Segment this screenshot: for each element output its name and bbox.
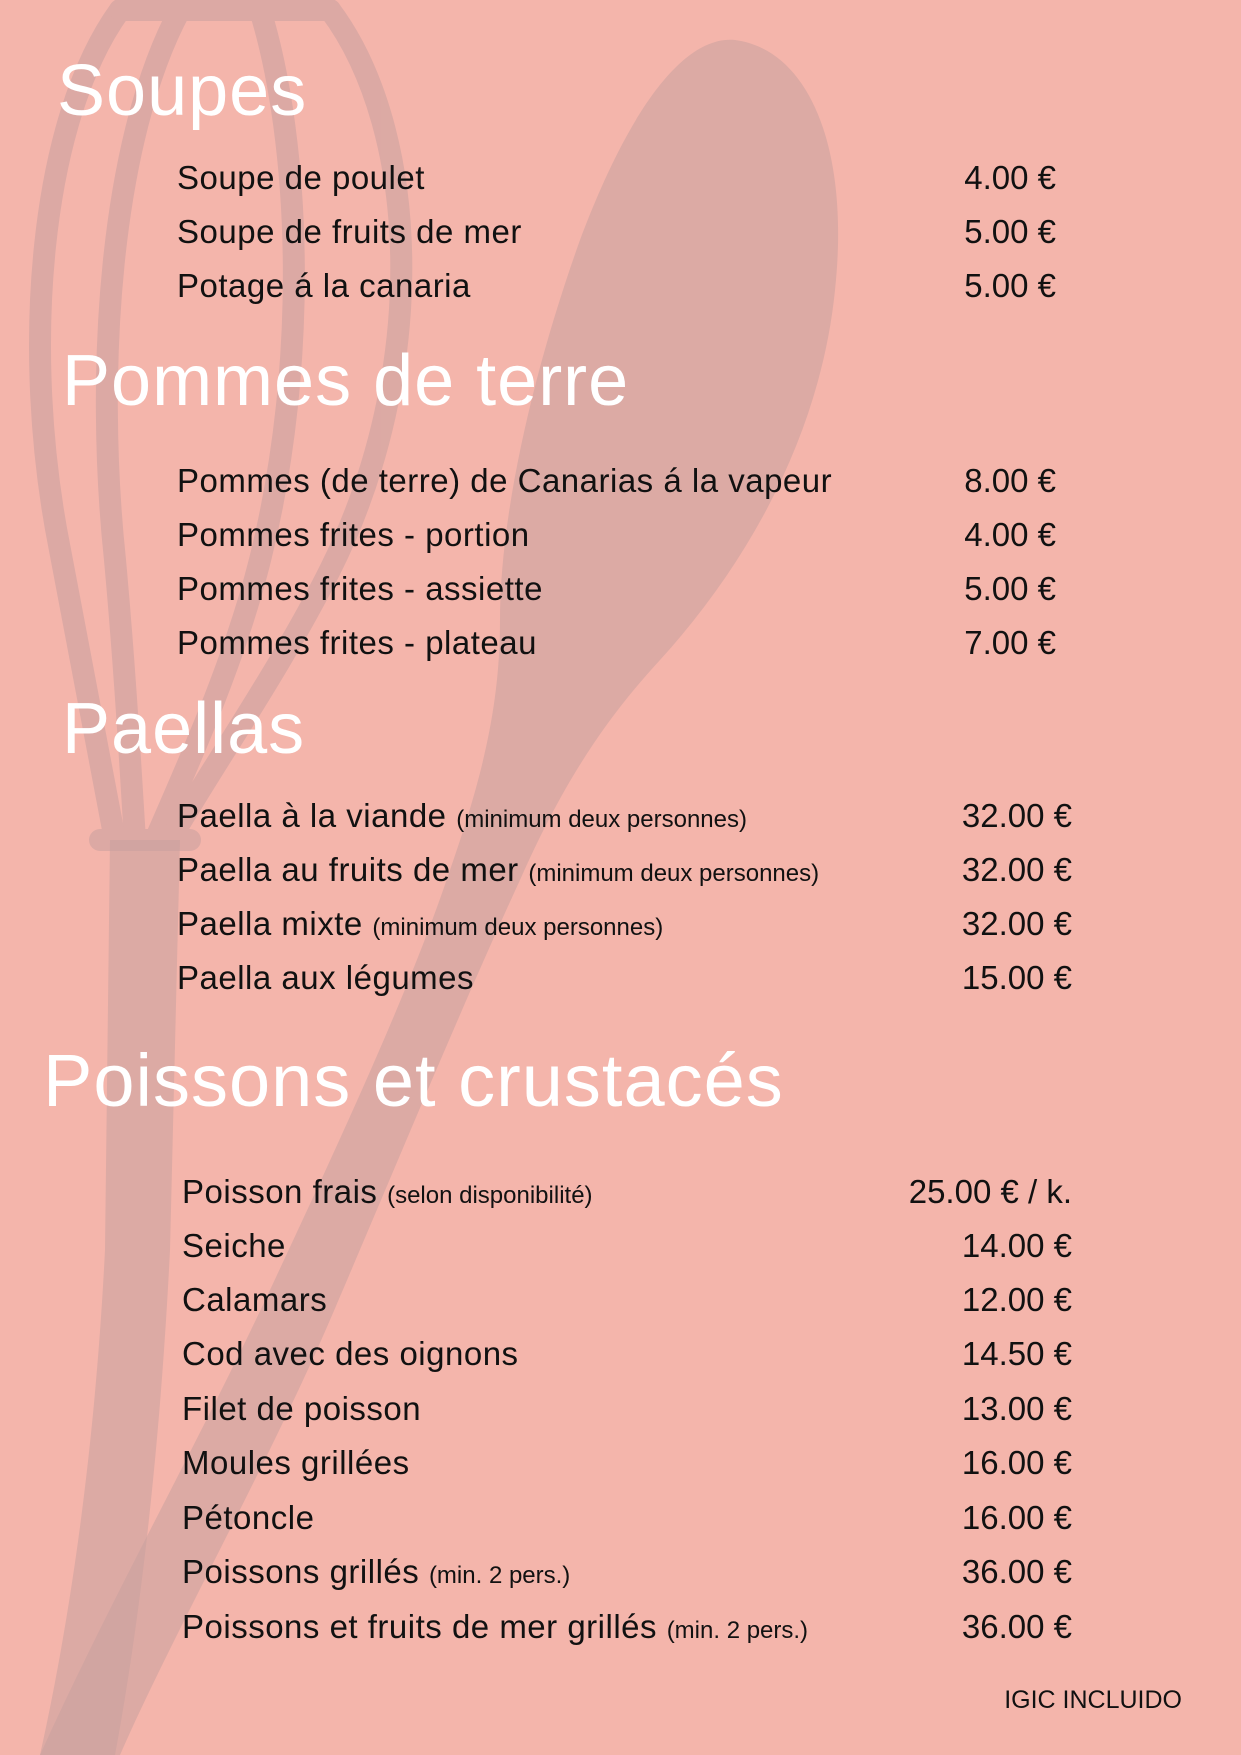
item-name: Pommes (de terre) de Canarias á la vapeur bbox=[177, 462, 833, 499]
item-price: 14.50 € bbox=[961, 1335, 1072, 1372]
menu-item bbox=[177, 904, 663, 948]
item-price: 32.00 € bbox=[961, 797, 1072, 834]
menu-item bbox=[177, 212, 522, 252]
item-name: Poissons et fruits de mer grillés bbox=[182, 1608, 658, 1645]
item-name: Soupe de poulet bbox=[177, 159, 425, 196]
item-note: (min. 2 pers.) bbox=[428, 1562, 571, 1589]
item-name: Cod avec des oignons bbox=[182, 1335, 519, 1372]
item-name: Paella mixte bbox=[177, 905, 363, 942]
item-price: 25.00 € / k. bbox=[908, 1173, 1072, 1210]
item-price: 5.00 € bbox=[964, 570, 1056, 607]
menu-item bbox=[182, 1389, 421, 1429]
menu-item bbox=[182, 1172, 593, 1216]
menu-item bbox=[177, 623, 537, 663]
item-name: Poissons grillés bbox=[182, 1553, 420, 1590]
item-name: Soupe de fruits de mer bbox=[177, 213, 522, 250]
item-price: 4.00 € bbox=[964, 159, 1056, 196]
item-price: 36.00 € bbox=[961, 1553, 1072, 1590]
item-name: Poisson frais bbox=[182, 1173, 378, 1210]
item-name: Pommes frites - plateau bbox=[177, 624, 537, 661]
item-name: Paella au fruits de mer bbox=[177, 851, 519, 888]
section-title-soupes: Soupes bbox=[57, 51, 308, 131]
item-price: 5.00 € bbox=[964, 213, 1056, 250]
item-price: 14.00 € bbox=[961, 1227, 1072, 1264]
menu-item bbox=[182, 1552, 570, 1596]
item-price: 36.00 € bbox=[961, 1608, 1072, 1645]
menu-item bbox=[182, 1498, 314, 1538]
menu-item bbox=[177, 958, 474, 998]
menu-item bbox=[177, 796, 747, 840]
item-price: 15.00 € bbox=[961, 959, 1072, 996]
item-price: 32.00 € bbox=[961, 905, 1072, 942]
item-name: Paella aux légumes bbox=[177, 959, 475, 996]
section-title-paellas: Paellas bbox=[62, 689, 306, 769]
menu-item bbox=[182, 1334, 519, 1374]
item-name: Moules grillées bbox=[182, 1444, 410, 1481]
item-name: Potage á la canaria bbox=[177, 267, 471, 304]
item-price: 5.00 € bbox=[964, 267, 1056, 304]
menu-item bbox=[177, 266, 471, 306]
menu-item bbox=[177, 461, 832, 501]
item-price: 16.00 € bbox=[961, 1499, 1072, 1536]
item-price: 8.00 € bbox=[964, 462, 1056, 499]
item-price: 7.00 € bbox=[964, 624, 1056, 661]
tax-included-note: IGIC INCLUIDO bbox=[1004, 1686, 1182, 1714]
menu-item bbox=[182, 1280, 327, 1320]
menu-item bbox=[177, 850, 819, 894]
item-name: Seiche bbox=[182, 1227, 286, 1264]
section-title-poissons-et-crustaces: Poissons et crustacés bbox=[43, 1039, 784, 1122]
item-name: Filet de poisson bbox=[182, 1390, 422, 1427]
section-title-pommes-de-terre: Pommes de terre bbox=[62, 341, 630, 421]
item-name: Paella à la viande bbox=[177, 797, 447, 834]
item-note: (minimum deux personnes) bbox=[456, 806, 747, 833]
menu-item bbox=[182, 1607, 808, 1651]
item-name: Calamars bbox=[182, 1281, 328, 1318]
item-note: (minimum deux personnes) bbox=[528, 860, 820, 887]
item-name: Pommes frites - assiette bbox=[177, 570, 543, 607]
menu-item bbox=[177, 158, 425, 198]
menu-item bbox=[177, 569, 543, 609]
item-price: 13.00 € bbox=[961, 1390, 1072, 1427]
item-price: 12.00 € bbox=[961, 1281, 1072, 1318]
menu-item bbox=[182, 1443, 410, 1483]
menu-item bbox=[182, 1226, 286, 1266]
item-name: Pommes frites - portion bbox=[177, 516, 530, 553]
item-note: (min. 2 pers.) bbox=[666, 1617, 809, 1644]
item-price: 32.00 € bbox=[961, 851, 1072, 888]
item-price: 16.00 € bbox=[961, 1444, 1072, 1481]
item-note: (selon disponibilité) bbox=[387, 1182, 593, 1209]
item-name: Pétoncle bbox=[182, 1499, 315, 1536]
item-price: 4.00 € bbox=[964, 516, 1056, 553]
menu-item bbox=[177, 515, 530, 555]
item-note: (minimum deux personnes) bbox=[372, 914, 664, 941]
